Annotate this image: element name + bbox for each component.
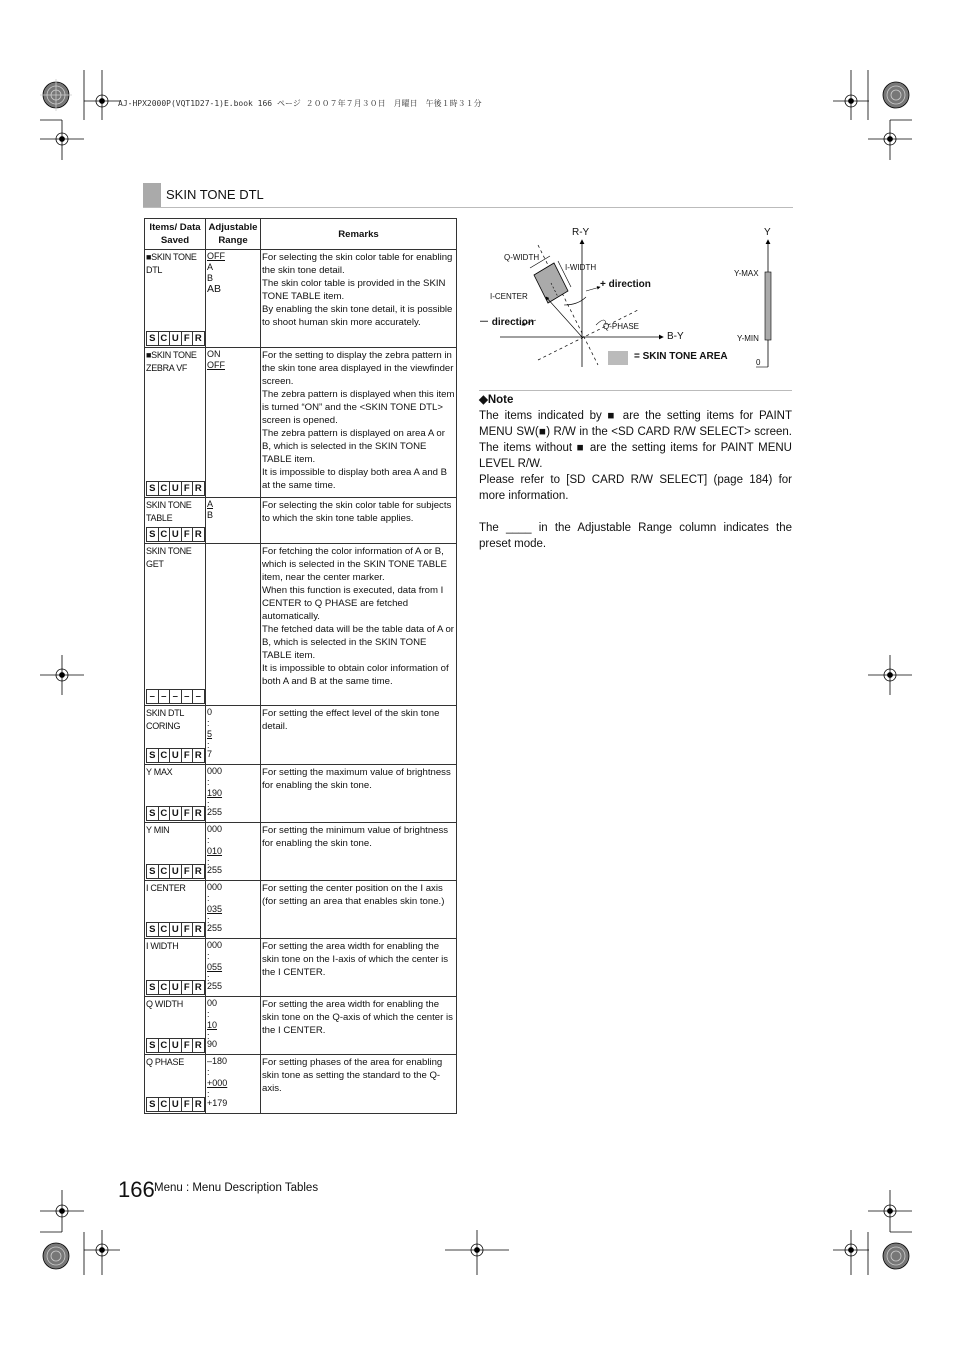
item-name: SKIN DTL CORING xyxy=(146,708,184,731)
range-value: : xyxy=(207,740,210,750)
saved-flag: U xyxy=(169,1038,182,1053)
saved-flag: C xyxy=(158,864,171,879)
saved-flag: C xyxy=(158,1097,171,1112)
remark-line: For setting the area width for enabling the skin tone on the Q-axis of which the center is the I CENTER. xyxy=(262,999,453,1036)
saved-flag: R xyxy=(192,748,205,763)
range-value: B xyxy=(207,510,214,520)
table-row xyxy=(145,997,457,1055)
item-name: ■SKIN TONE ZEBRA VF xyxy=(146,350,197,373)
saved-flag: F xyxy=(181,527,194,542)
note-paragraph-3: The ____ in the Adjustable Range column indicates the preset mode. xyxy=(479,522,792,550)
saved-flag: S xyxy=(146,1097,159,1112)
page-number: 166 xyxy=(118,1177,155,1202)
range-value: 0 xyxy=(207,707,213,717)
range-cell xyxy=(206,765,261,823)
saved-flag: U xyxy=(169,1097,182,1112)
saved-flag: S xyxy=(146,922,159,937)
table-row xyxy=(145,498,457,544)
menu-table xyxy=(144,218,457,1114)
file-header: AJ-HPX2000P(VQT1D27-1)E.book 166 ページ ２００７年７月３０日 月曜日 午後１時３１分 xyxy=(118,99,482,108)
saved-flag: F xyxy=(181,864,194,879)
range-value: : xyxy=(207,915,210,925)
range-value: : xyxy=(207,1089,210,1099)
range-cell xyxy=(206,823,261,881)
saved-flag: F xyxy=(181,1038,194,1053)
item-name: Q WIDTH xyxy=(146,999,183,1009)
item-name: SKIN TONE TABLE xyxy=(146,500,192,523)
range-value: A xyxy=(207,262,214,272)
remark-line: For setting the minimum value of brightness for enabling the skin tone. xyxy=(262,825,449,849)
saved-flag: C xyxy=(158,527,171,542)
q-phase-label: Q-PHASE xyxy=(603,322,640,331)
range-value: 10 xyxy=(207,1020,218,1030)
saved-flag: R xyxy=(192,481,205,496)
table-row xyxy=(145,544,457,706)
remarks-cell xyxy=(261,765,457,823)
remarks-cell xyxy=(261,1055,457,1114)
range-value: 035 xyxy=(207,904,223,914)
y-label: Y xyxy=(764,227,771,238)
range-value: 000 xyxy=(207,766,223,776)
q-width-label: Q-WIDTH xyxy=(504,253,540,262)
remarks-cell xyxy=(261,881,457,939)
range-value: : xyxy=(207,718,210,728)
range-value: 000 xyxy=(207,882,223,892)
range-value: B xyxy=(207,273,214,283)
range-value: 055 xyxy=(207,962,223,972)
remarks-cell xyxy=(261,939,457,997)
remark-line: For setting the effect level of the skin tone detail. xyxy=(262,708,440,732)
remark-line: For fetching the color information of A or B, which is selected in the SKIN TONE TABLE item, near the center marker. xyxy=(262,546,447,583)
header-remarks: Remarks xyxy=(261,219,457,250)
range-value: : xyxy=(207,951,210,961)
remarks-cell xyxy=(261,823,457,881)
data-saved-flags xyxy=(146,980,204,995)
saved-flag: – xyxy=(169,689,182,704)
data-saved-flags xyxy=(146,748,204,763)
remark-line: For setting the center position on the I axis (for setting an area that enables skin tone.) xyxy=(262,883,445,907)
saved-flag: C xyxy=(158,331,171,346)
y-max-label: Y-MAX xyxy=(734,269,759,278)
saved-flag: – xyxy=(146,689,159,704)
data-saved-flags xyxy=(146,1038,204,1053)
saved-flag: R xyxy=(192,980,205,995)
remarks-cell xyxy=(261,544,457,706)
range-cell xyxy=(206,498,261,544)
range-value: +179 xyxy=(207,1098,228,1108)
y-min-label: Y-MIN xyxy=(737,334,759,343)
range-value: 255 xyxy=(207,807,223,817)
note-block xyxy=(479,392,792,552)
item-cell xyxy=(145,765,206,823)
range-value: 010 xyxy=(207,846,223,856)
saved-flag: F xyxy=(181,748,194,763)
saved-flag: R xyxy=(192,1097,205,1112)
saved-flag: S xyxy=(146,481,159,496)
saved-flag: F xyxy=(181,922,194,937)
item-cell xyxy=(145,1055,206,1114)
saved-flag: – xyxy=(192,689,205,704)
range-cell xyxy=(206,250,261,348)
saved-flag: F xyxy=(181,481,194,496)
section-title: SKIN TONE DTL xyxy=(166,187,264,202)
saved-flag: S xyxy=(146,331,159,346)
range-cell xyxy=(206,997,261,1055)
note-paragraph-2: Please refer to [SD CARD R/W SELECT] (page 184) for more information. xyxy=(479,474,792,502)
remark-line: It is impossible to obtain color information of both A and B at the same time. xyxy=(262,663,449,687)
data-saved-flags xyxy=(146,1097,204,1112)
saved-flag: S xyxy=(146,980,159,995)
item-cell xyxy=(145,498,206,544)
item-name: SKIN TONE GET xyxy=(146,546,192,569)
item-name: I WIDTH xyxy=(146,941,179,951)
remarks-cell xyxy=(261,250,457,348)
saved-flag: S xyxy=(146,748,159,763)
zero-label: 0 xyxy=(756,358,761,367)
footer-text: Menu : Menu Description Tables xyxy=(154,1182,319,1194)
item-cell xyxy=(145,544,206,706)
by-label: B-Y xyxy=(667,331,684,342)
saved-flag: R xyxy=(192,806,205,821)
note-divider xyxy=(479,390,792,391)
header-items: Items/ Data Saved xyxy=(145,219,206,250)
item-cell xyxy=(145,997,206,1055)
range-value: OFF xyxy=(207,360,225,370)
section-tab xyxy=(143,183,161,207)
saved-flag: U xyxy=(169,331,182,346)
saved-flag: C xyxy=(158,980,171,995)
data-saved-flags xyxy=(146,331,204,346)
data-saved-flags xyxy=(146,922,204,937)
saved-flag: C xyxy=(158,748,171,763)
item-name: I CENTER xyxy=(146,883,186,893)
header-range: Adjustable Range xyxy=(206,219,261,250)
remarks-cell xyxy=(261,348,457,498)
note-paragraph-1: The items indicated by ■ are the setting items for PAINT MENU SW(■) R/W in the <SD CARD R/W SELECT> screen. The items without ■ are the setting items for PAINT MENU LEVEL R/W. xyxy=(479,410,792,470)
range-value: AB xyxy=(207,283,222,295)
range-value: A xyxy=(207,499,214,509)
saved-flag: R xyxy=(192,1038,205,1053)
section-heading xyxy=(143,183,793,208)
table-row xyxy=(145,823,457,881)
saved-flag: U xyxy=(169,481,182,496)
remarks-cell xyxy=(261,997,457,1055)
saved-flag: S xyxy=(146,527,159,542)
data-saved-flags xyxy=(146,481,204,496)
range-value: 7 xyxy=(207,749,213,759)
range-value: : xyxy=(207,835,210,845)
remark-line: The skin color table is provided in the SKIN TONE TABLE item. xyxy=(262,278,446,302)
saved-flag: R xyxy=(192,527,205,542)
data-saved-flags xyxy=(146,527,204,542)
range-value: 255 xyxy=(207,923,223,933)
range-cell xyxy=(206,544,261,706)
saved-flag: C xyxy=(158,481,171,496)
range-cell xyxy=(206,706,261,765)
saved-flag: C xyxy=(158,806,171,821)
saved-flag: S xyxy=(146,1038,159,1053)
range-cell xyxy=(206,1055,261,1114)
range-value: 255 xyxy=(207,981,223,991)
range-value: +000 xyxy=(207,1078,228,1088)
saved-flag: U xyxy=(169,864,182,879)
range-value: 000 xyxy=(207,824,223,834)
data-saved-flags xyxy=(146,806,204,821)
note-title: ◆Note xyxy=(479,394,514,406)
range-value: : xyxy=(207,777,210,787)
range-value: : xyxy=(207,893,210,903)
range-value: : xyxy=(207,973,210,983)
table-row xyxy=(145,765,457,823)
item-cell xyxy=(145,250,206,348)
remark-line: The fetched data will be the table data of A or B, which is selected in the SKIN TONE TABLE item. xyxy=(262,624,455,661)
range-value: 5 xyxy=(207,729,213,739)
saved-flag: S xyxy=(146,864,159,879)
saved-flag: R xyxy=(192,331,205,346)
range-value: : xyxy=(207,1067,210,1077)
range-value: 00 xyxy=(207,998,218,1008)
i-width-label: I-WIDTH xyxy=(565,263,597,272)
saved-flag: F xyxy=(181,1097,194,1112)
table-row xyxy=(145,939,457,997)
remarks-cell xyxy=(261,706,457,765)
range-value: 90 xyxy=(207,1039,218,1049)
table-row xyxy=(145,881,457,939)
item-cell xyxy=(145,823,206,881)
saved-flag: F xyxy=(181,331,194,346)
table-row xyxy=(145,348,457,498)
range-value: –180 xyxy=(207,1056,228,1066)
remark-line: It is impossible to display both area A and B at the same time. xyxy=(262,467,448,491)
range-value: : xyxy=(207,1031,210,1041)
remark-line: For setting phases of the area for enabling skin tone as setting the standard to the Q-axis. xyxy=(262,1057,443,1094)
item-cell xyxy=(145,348,206,498)
saved-flag: R xyxy=(192,922,205,937)
remark-line: For the setting to display the zebra pattern in the skin tone area displayed in the viewfinder screen. xyxy=(262,350,454,387)
item-cell xyxy=(145,939,206,997)
range-cell xyxy=(206,348,261,498)
saved-flag: U xyxy=(169,527,182,542)
range-value: : xyxy=(207,857,210,867)
saved-flag: F xyxy=(181,806,194,821)
table-row xyxy=(145,250,457,348)
range-value: 255 xyxy=(207,865,223,875)
saved-flag: S xyxy=(146,806,159,821)
item-name: Q PHASE xyxy=(146,1057,184,1067)
range-value: 190 xyxy=(207,788,223,798)
saved-flag: R xyxy=(192,864,205,879)
range-value: OFF xyxy=(207,251,225,261)
range-value: : xyxy=(207,799,210,809)
saved-flag: – xyxy=(158,689,171,704)
item-cell xyxy=(145,881,206,939)
table-row xyxy=(145,706,457,765)
saved-flag: U xyxy=(169,980,182,995)
data-saved-flags xyxy=(146,689,204,704)
remark-line: For setting the maximum value of brightness for enabling the skin tone. xyxy=(262,767,451,791)
i-center-label: I-CENTER xyxy=(490,292,528,301)
item-name: Y MAX xyxy=(146,767,173,777)
range-value: 000 xyxy=(207,940,223,950)
saved-flag: C xyxy=(158,1038,171,1053)
range-cell xyxy=(206,939,261,997)
minus-direction-label: － direction xyxy=(479,317,535,328)
item-name: ■SKIN TONE DTL xyxy=(146,252,197,275)
item-name: Y MIN xyxy=(146,825,170,835)
saved-flag: F xyxy=(181,980,194,995)
remark-line: For selecting the skin color table for enabling the skin tone detail. xyxy=(262,252,453,276)
range-value: : xyxy=(207,1009,210,1019)
remark-line: For setting the area width for enabling the skin tone on the I-axis of which the center is the I CENTER. xyxy=(262,941,449,978)
saved-flag: U xyxy=(169,748,182,763)
remark-line: For selecting the skin color table for subjects to which the skin tone table applies. xyxy=(262,500,452,524)
ry-label: R-Y xyxy=(572,227,590,238)
saved-flag: – xyxy=(181,689,194,704)
saved-flag: C xyxy=(158,922,171,937)
remark-line: The zebra pattern is displayed when this item is turned “ON” and the <SKIN TONE DTL> screen is opened. xyxy=(262,389,455,426)
item-cell xyxy=(145,706,206,765)
remarks-cell xyxy=(261,498,457,544)
saved-flag: U xyxy=(169,922,182,937)
remark-line: The zebra pattern is displayed on area A or B, which is selected in the SKIN TONE TABLE item. xyxy=(262,428,445,465)
remark-line: When this function is executed, data from I CENTER to Q PHASE are fetched automatically. xyxy=(262,585,444,622)
plus-direction-label: + direction xyxy=(600,279,651,290)
table-row xyxy=(145,1055,457,1114)
legend-label: = SKIN TONE AREA xyxy=(634,351,728,362)
range-cell xyxy=(206,881,261,939)
data-saved-flags xyxy=(146,864,204,879)
range-value: ON xyxy=(207,349,221,359)
remark-line: By enabling the skin tone detail, it is possible to shoot human skin more accurately. xyxy=(262,304,453,328)
saved-flag: U xyxy=(169,806,182,821)
